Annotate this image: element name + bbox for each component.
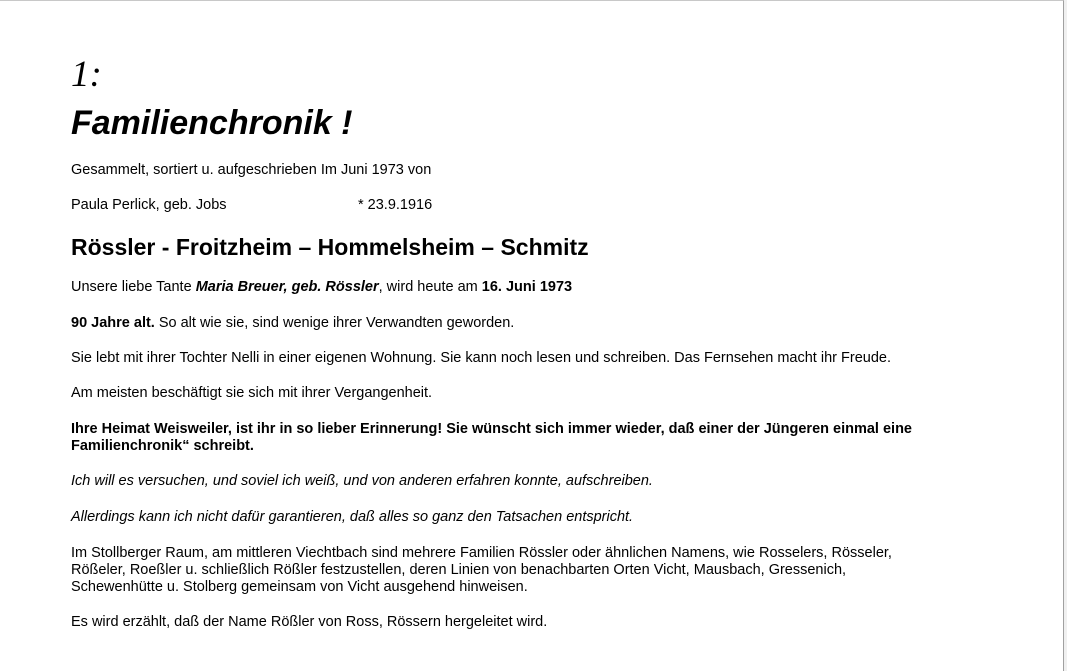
intro-collected: Gesammelt, sortiert u. aufgeschrieben Im Juni 1973 von [71, 162, 432, 178]
paragraph-9: Es wird erzählt, daß der Name Rößler von Ross, Rössern hergeleitet wird. [71, 614, 548, 630]
paragraph-3: Sie lebt mit ihrer Tochter Nelli in einer eigenen Wohnung. Sie kann noch lesen und schreiben. Das Fernsehen macht ihr Freude. [71, 350, 891, 366]
aunt-name: Maria Breuer, geb. Rössler [195, 279, 379, 295]
paragraph-8-line-1: Im Stollberger Raum, am mittleren Viechtbach sind mehrere Familien Rössler oder ähnlichen Namens, wie Rosselers, Rösseler, [71, 545, 892, 561]
document-title: Familienchronik ! [71, 104, 353, 142]
paragraph-6: Ich will es versuchen, und soviel ich weiß, und von anderen erfahren konnte, aufschreiben. [71, 473, 653, 489]
author-birth-date: * 23.9.1916 [358, 197, 433, 213]
age-text: 90 Jahre alt. [71, 315, 155, 331]
p2-rest: So alt wie sie, sind wenige ihrer Verwandten geworden. [154, 315, 515, 331]
paragraph-5-line-2: Familienchronik“ schreibt. [71, 438, 254, 454]
author-name: Paula Perlick, geb. Jobs [71, 197, 227, 213]
paragraph-2 [71, 315, 514, 332]
paragraph-8-line-2: Rößeler, Roeßler u. schließlich Rößler festzustellen, deren Linien von benachbarten Orten Vicht, Mausbach, Gressenich, [71, 562, 847, 578]
p1-text-b: , wird heute am [378, 279, 482, 295]
intro-author-line [71, 197, 671, 214]
celebration-date: 16. Juni 1973 [481, 279, 573, 295]
paragraph-8-line-3: Schewenhütte u. Stolberg gemeinsam von Vicht ausgehend hinweisen. [71, 579, 528, 595]
paragraph-4: Am meisten beschäftigt sie sich mit ihrer Vergangenheit. [71, 385, 433, 401]
chapter-number: 1: [71, 54, 102, 95]
families-heading: Rössler - Froitzheim – Hommelsheim – Schmitz [71, 234, 589, 260]
paragraph-5-line-1: Ihre Heimat Weisweiler, ist ihr in so lieber Erinnerung! Sie wünscht sich immer wieder, daß einer der Jüngeren einmal eine [71, 421, 912, 437]
p1-text-a: Unsere liebe Tante [71, 279, 196, 295]
paragraph-1 [71, 279, 572, 296]
paragraph-7: Allerdings kann ich nicht dafür garantieren, daß alles so ganz den Tatsachen entspricht. [71, 509, 634, 525]
